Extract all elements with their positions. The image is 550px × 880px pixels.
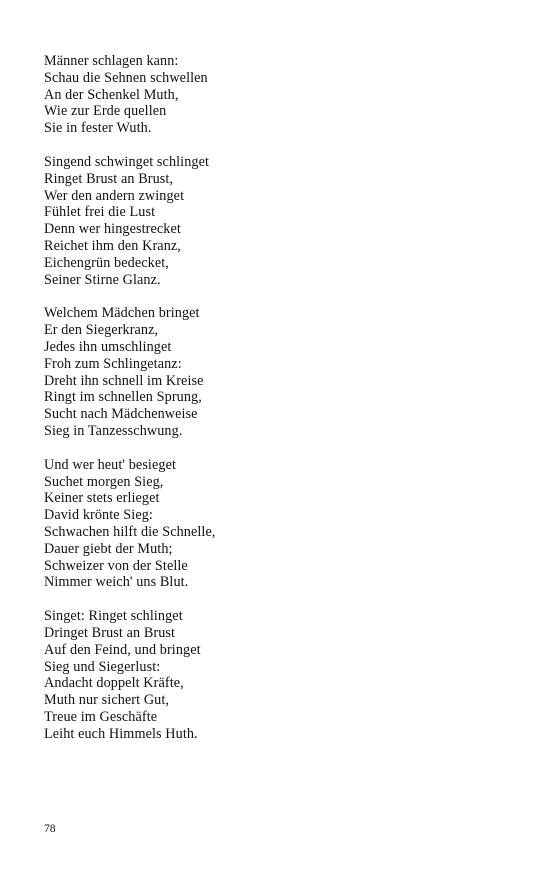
poem-line: David krönte Sieg:	[44, 507, 153, 524]
poem-line: Treue im Geschäfte	[44, 708, 158, 725]
poem-line: Andacht doppelt Kräfte,	[44, 675, 184, 692]
poem-line: Er den Siegerkranz,	[44, 322, 159, 339]
poem-line: Dringet Brust an Brust	[44, 624, 176, 641]
poem-line: An der Schenkel Muth,	[44, 86, 179, 103]
poem-line: Nimmer weich' uns Blut.	[44, 574, 189, 591]
poem-line: Dreht ihn schnell im Kreise	[44, 372, 204, 389]
stanza-3	[44, 305, 514, 439]
poem-line: Muth nur sichert Gut,	[44, 692, 170, 709]
poem-line: Seiner Stirne Glanz.	[44, 271, 161, 288]
stanza-5	[44, 608, 514, 742]
poem-line: Jedes ihn umschlinget	[44, 338, 172, 355]
stanza-2	[44, 154, 514, 288]
poem-line: Sieg und Siegerlust:	[44, 658, 161, 675]
poem-line: Dauer giebt der Muth;	[44, 540, 173, 557]
poem-text	[44, 53, 514, 759]
poem-line: Singet: Ringet schlinget	[44, 608, 183, 625]
poem-line: Keiner stets erlieget	[44, 490, 160, 507]
poem-line: Sieg in Tanzesschwung.	[44, 422, 183, 439]
poem-line: Schau die Sehnen schwellen	[44, 69, 208, 86]
poem-line: Fühlet frei die Lust	[44, 204, 156, 221]
poem-line: Sucht nach Mädchenweise	[44, 406, 198, 423]
stanza-4	[44, 457, 514, 591]
poem-line: Auf den Feind, und bringet	[44, 641, 201, 658]
poem-line: Welchem Mädchen bringet	[44, 305, 200, 322]
poem-line: Singend schwinget schlinget	[44, 153, 210, 170]
poem-line: Männer schlagen kann:	[44, 53, 179, 69]
poem-line: Reichet ihm den Kranz,	[44, 237, 181, 254]
poem-line: Und wer heut' besieget	[44, 456, 177, 473]
poem-line: Wie zur Erde quellen	[44, 103, 167, 120]
poem-line: Ringet Brust an Brust,	[44, 170, 174, 187]
stanza-1	[44, 53, 514, 137]
poem-line: Suchet morgen Sieg,	[44, 473, 164, 490]
page-number: 78	[44, 823, 56, 835]
poem-line: Denn wer hingestrecket	[44, 221, 181, 238]
poem-line: Ringt im schnellen Sprung,	[44, 389, 202, 406]
poem-line: Froh zum Schlingetanz:	[44, 355, 182, 372]
poem-line: Schwachen hilft die Schnelle,	[44, 523, 216, 540]
poem-line: Schweizer von der Stelle	[44, 557, 188, 574]
poem-line: Wer den andern zwinget	[44, 187, 185, 204]
poem-line: Eichengrün bedecket,	[44, 254, 169, 271]
poem-line: Sie in fester Wuth.	[44, 120, 152, 137]
poem-line: Leiht euch Himmels Huth.	[44, 725, 198, 742]
